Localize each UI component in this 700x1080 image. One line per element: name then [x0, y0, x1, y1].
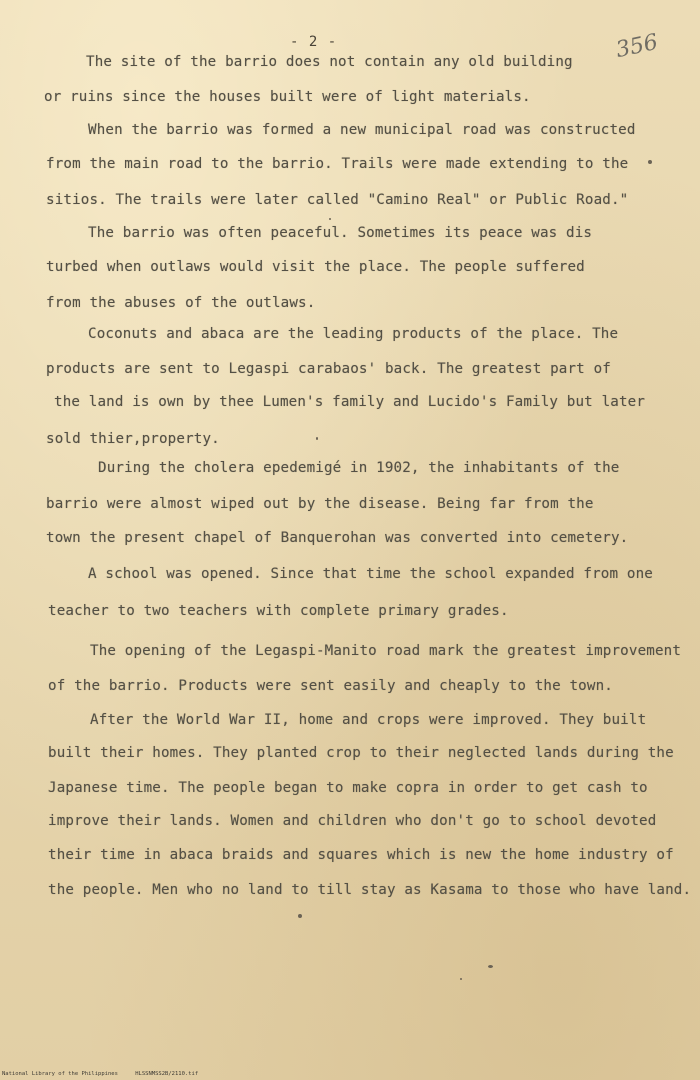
footer-file-id: HLSSNMSS2B/2110.tif: [135, 1071, 199, 1077]
text-line: After the World War II, home and crops were improved. They built: [90, 712, 647, 728]
text-line: the people. Men who no land to till stay as Kasama to those who have land.: [48, 882, 692, 898]
page-number: - 2 -: [290, 34, 338, 50]
text-line: A school was opened. Since that time the school expanded from one: [88, 566, 653, 582]
scan-speck: [648, 160, 652, 164]
scan-speck: [298, 914, 302, 918]
text-line: During the cholera epedemigé in 1902, the inhabitants of the: [98, 460, 620, 476]
scan-footer: [2, 1071, 212, 1077]
scan-speck: [316, 437, 318, 440]
text-line: their time in abaca braids and squares which is new the home industry of: [48, 847, 674, 863]
text-line: When the barrio was formed a new municipal road was constructed: [88, 122, 636, 138]
text-line: built their homes. They planted crop to their neglected lands during the: [48, 745, 674, 761]
text-line: sitios. The trails were later called "Camino Real" or Public Road.": [46, 192, 629, 208]
text-line: Japanese time. The people began to make copra in order to get cash to: [48, 780, 648, 796]
text-line: town the present chapel of Banquerohan was converted into cemetery.: [46, 530, 629, 546]
text-line: from the abuses of the outlaws.: [46, 295, 316, 311]
text-line: the land is own by thee Lumen's family and Lucido's Family but later: [54, 394, 646, 410]
scan-speck: [329, 218, 331, 220]
text-line: Coconuts and abaca are the leading products of the place. The: [88, 326, 619, 342]
handwritten-page-annotation: 356: [613, 29, 661, 64]
scan-speck: [460, 978, 462, 980]
scan-speck: [488, 965, 493, 968]
text-line: or ruins since the houses built were of light materials.: [44, 89, 531, 105]
text-line: of the barrio. Products were sent easily and cheaply to the town.: [48, 678, 613, 694]
text-line: from the main road to the barrio. Trails were made extending to the: [46, 156, 629, 172]
footer-library: National Library of the Philippines: [2, 1071, 118, 1077]
text-line: turbed when outlaws would visit the place. The people suffered: [46, 259, 585, 275]
text-line: barrio were almost wiped out by the disease. Being far from the: [46, 496, 594, 512]
text-line: The opening of the Legaspi-Manito road mark the greatest improvement: [90, 643, 682, 659]
text-line: products are sent to Legaspi carabaos' back. The greatest part of: [46, 361, 611, 377]
text-line: The site of the barrio does not contain any old building: [86, 54, 573, 70]
text-line: improve their lands. Women and children who don't go to school devoted: [48, 813, 657, 829]
text-line: sold thier,property.: [46, 431, 220, 447]
text-line: The barrio was often peaceful. Sometimes its peace was dis: [88, 225, 593, 241]
text-line: teacher to two teachers with complete primary grades.: [48, 603, 509, 619]
